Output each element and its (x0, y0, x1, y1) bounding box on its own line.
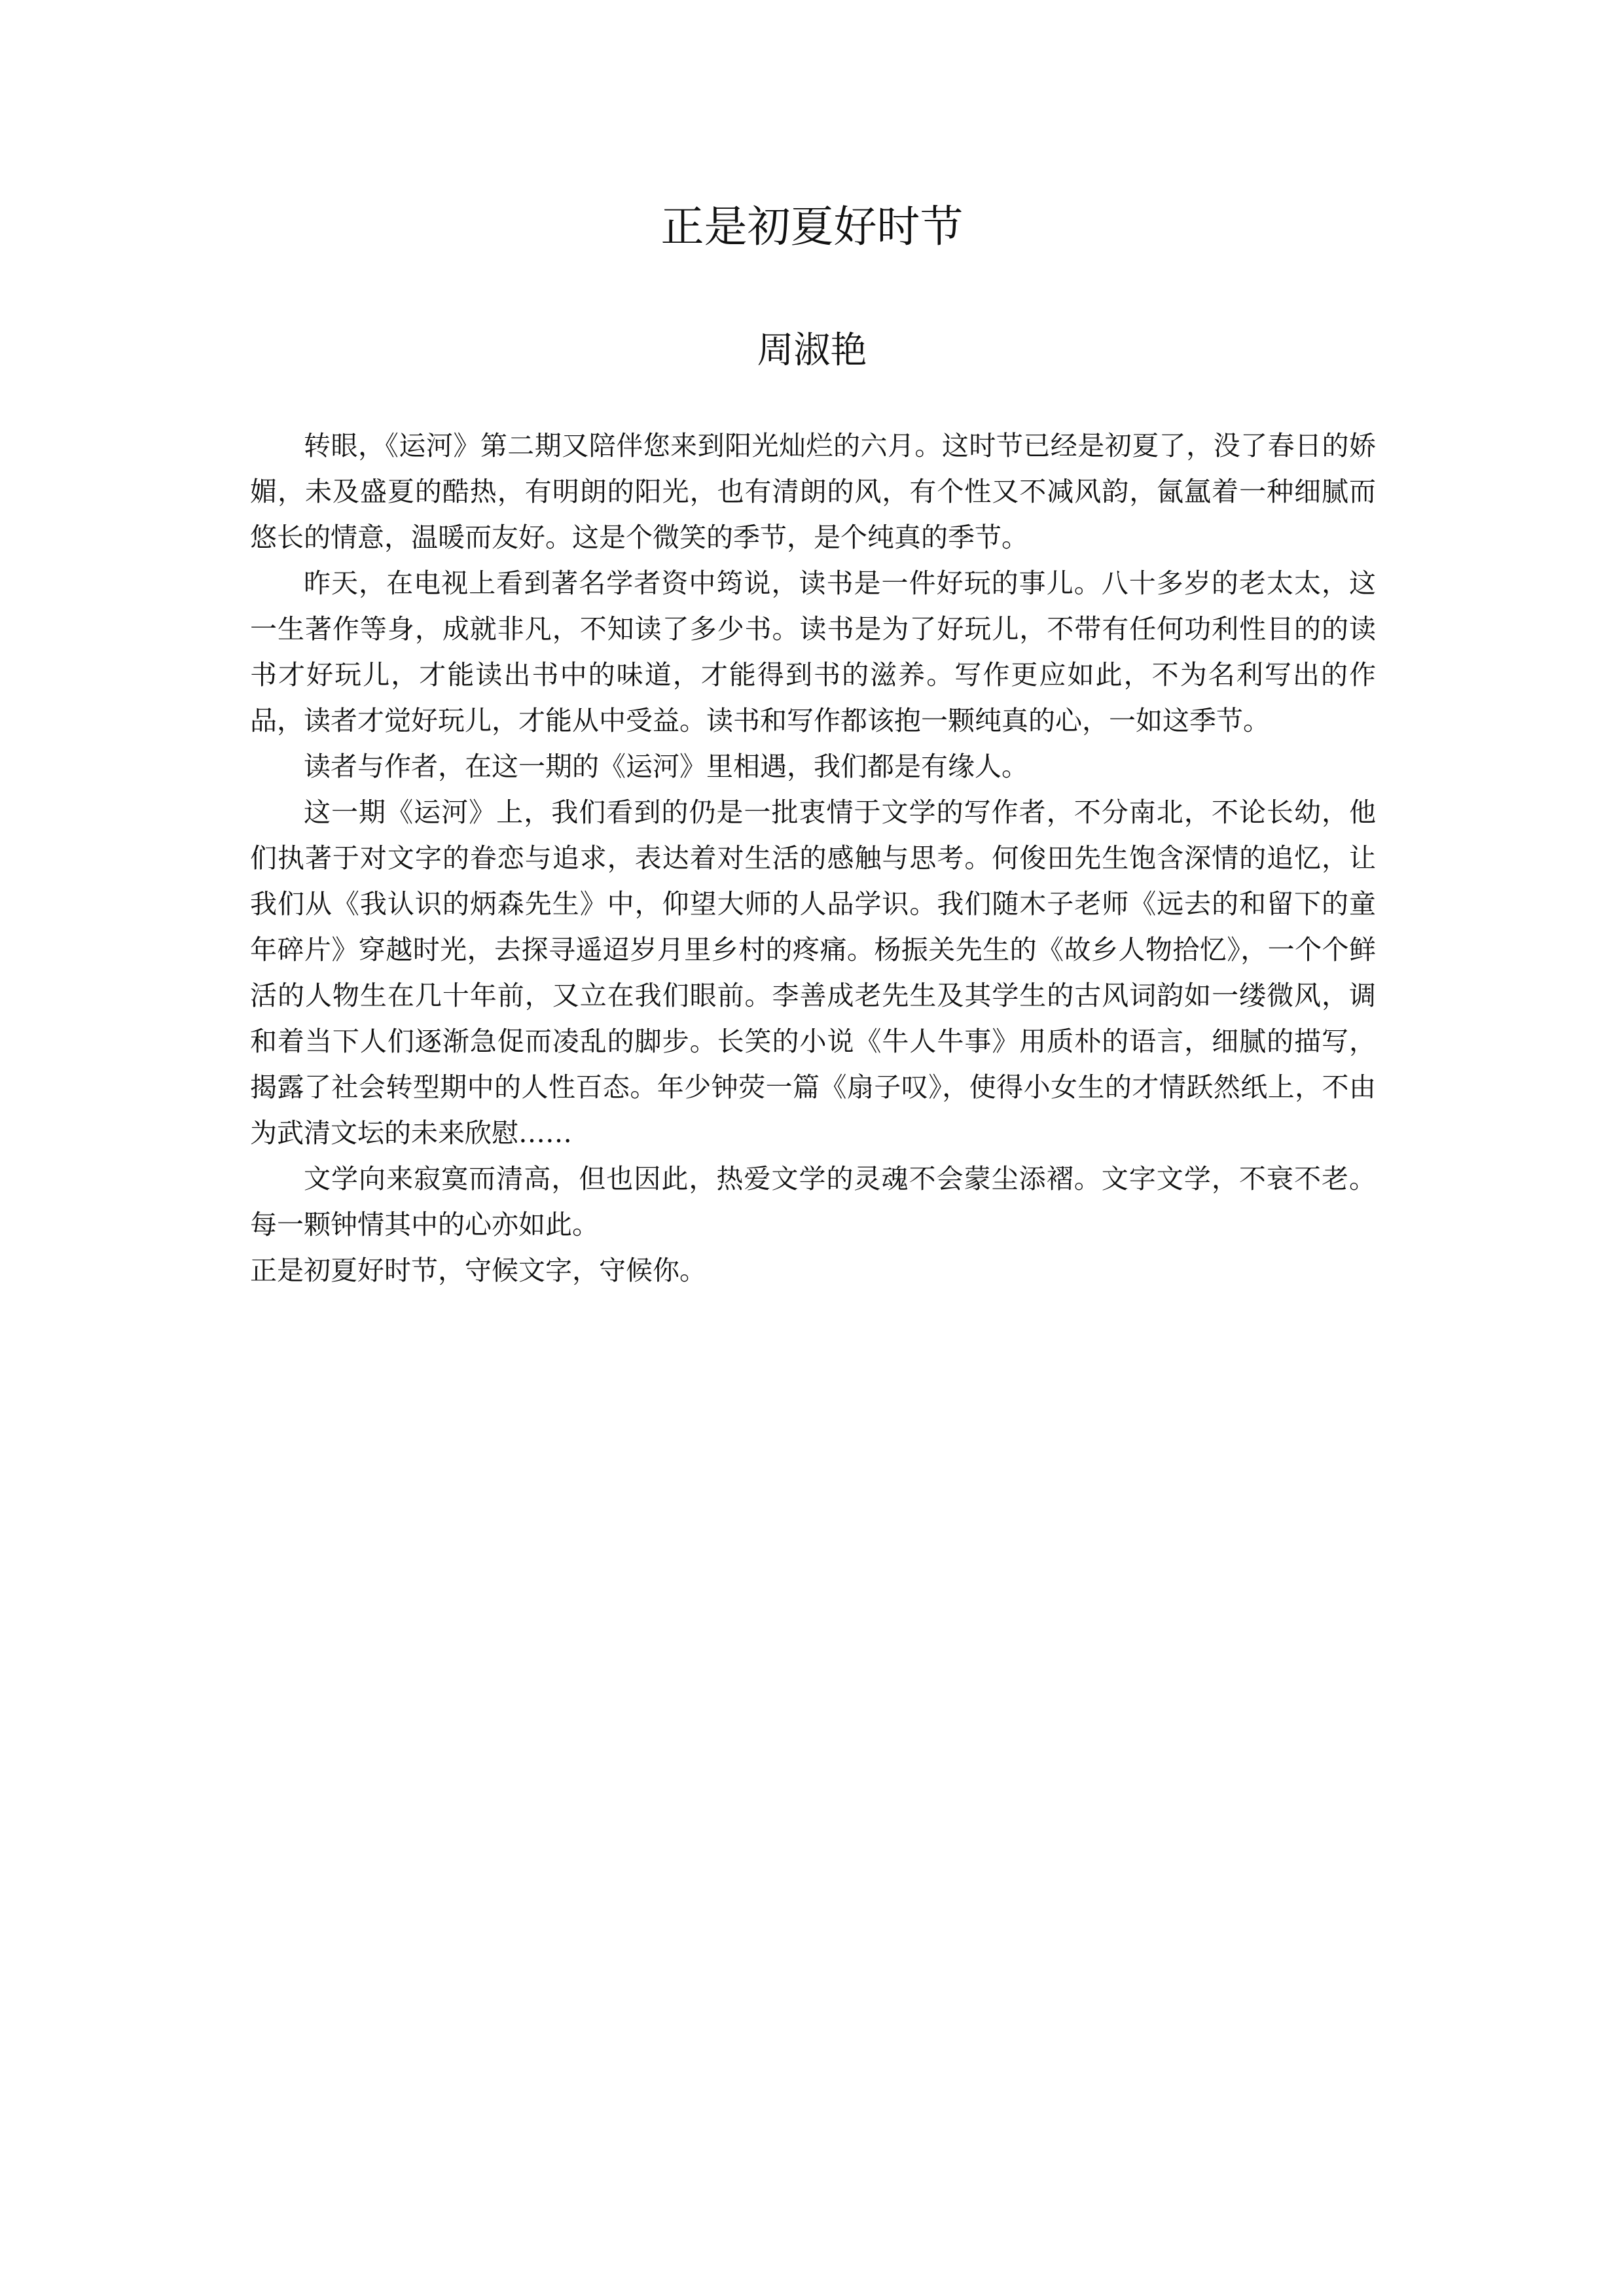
article-body (250, 423, 1376, 1293)
paragraph-5: 文学向来寂寞而清高，但也因此，热爱文学的灵魂不会蒙尘添褶。文字文学，不衰不老。每一颗钟情其中的心亦如此。 (250, 1163, 1376, 1240)
article-title: 正是初夏好时节 (660, 202, 964, 252)
closing-line: 正是初夏好时节，守候文字，守候你。 (250, 1255, 706, 1286)
paragraph-2: 昨天，在电视上看到著名学者资中筠说，读书是一件好玩的事儿。八十多岁的老太太，这一生著作等身，成就非凡，不知读了多少书。读书是为了好玩儿，不带有任何功利性目的的读书才好玩儿，才能读出书中的味道，才能得到书的滋养。写作更应如此，不为名利写出的作品，读者才觉好玩儿，才能从中受益。读书和写作都该抱一颗纯真的心，一如这季节。 (250, 567, 1376, 736)
paragraph-4: 这一期《运河》上，我们看到的仍是一批衷情于文学的写作者，不分南北，不论长幼，他们执著于对文字的眷恋与追求，表达着对生活的感触与思考。何俊田先生饱含深情的追忆，让我们从《我认识的炳森先生》中，仰望大师的人品学识。我们随木子老师《远去的和留下的童年碎片》穿越时光，去探寻遥迢岁月里乡村的疼痛。杨振关先生的《故乡人物拾忆》，一个个鲜活的人物生在几十年前，又立在我们眼前。李善成老先生及其学生的古风词韵如一缕微风，调和着当下人们逐渐急促而凌乱的脚步。长笑的小说《牛人牛事》用质朴的语言，细腻的描写，揭露了社会转型期中的人性百态。年少钟荧一篇《扇子叹》，使得小女生的才情跃然纸上，不由为武清文坛的未来欣慰…… (250, 797, 1376, 1149)
article-author: 周淑艳 (757, 329, 867, 372)
paragraph-3: 读者与作者，在这一期的《运河》里相遇，我们都是有缘人。 (304, 751, 1028, 782)
paragraph-1: 转眼，《运河》第二期又陪伴您来到阳光灿烂的六月。这时节已经是初夏了，没了春日的娇媚，未及盛夏的酷热，有明朗的阳光，也有清朗的风，有个性又不减风韵，氤氲着一种细腻而悠长的情意，温暖而友好。这是个微笑的季节，是个纯真的季节。 (250, 430, 1376, 553)
